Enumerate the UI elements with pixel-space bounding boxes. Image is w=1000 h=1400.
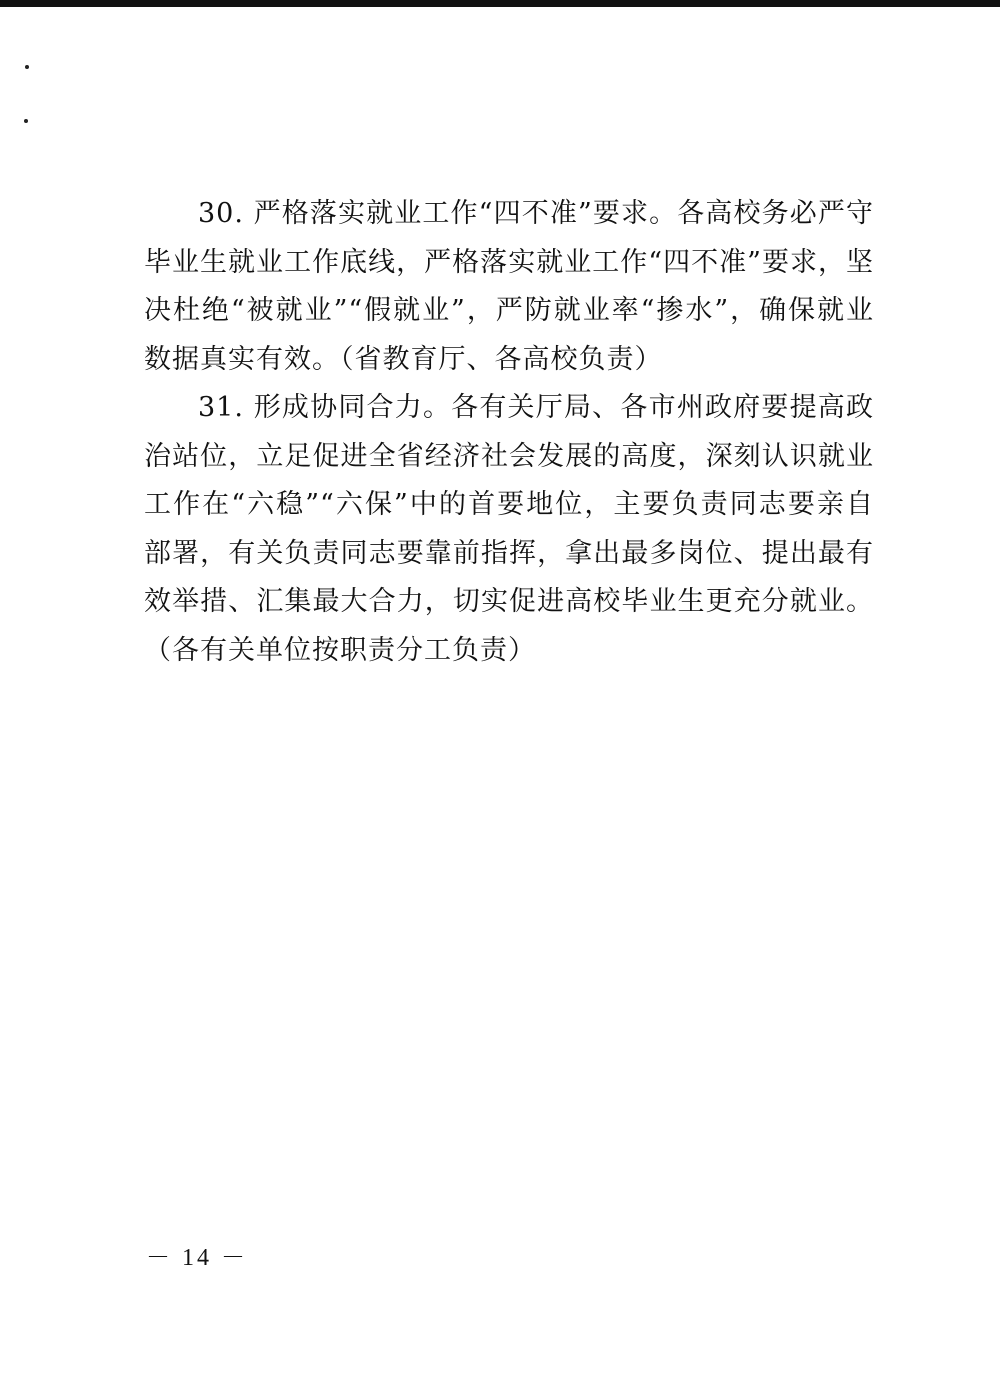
page-number: － 14 － xyxy=(146,1245,248,1271)
scan-mark-dot xyxy=(24,119,28,123)
paragraph-31: 31. 形成协同合力。各有关厅局、各市州政府要提高政治站位，立足促进全省经济社会发展的高度，深刻认识就业工作在“六稳”“六保”中的首要地位，主要负责同志要亲自部署，有关负责同志要靠前指挥，拿出最多岗位、提出最有效举措、汇集最大合力，切实促进高校毕业生更充分就业。（各有关单位按职责分工负责） xyxy=(144,392,874,666)
document-body xyxy=(144,190,874,675)
paragraph-30: 30. 严格落实就业工作“四不准”要求。各高校务必严守毕业生就业工作底线，严格落实就业工作“四不准”要求，坚决杜绝“被就业”“假就业”，严防就业率“掺水”，确保就业数据真实有效。（省教育厅、各高校负责） xyxy=(144,198,874,375)
scan-mark-dot xyxy=(25,65,29,69)
top-border-rule xyxy=(0,0,1000,7)
